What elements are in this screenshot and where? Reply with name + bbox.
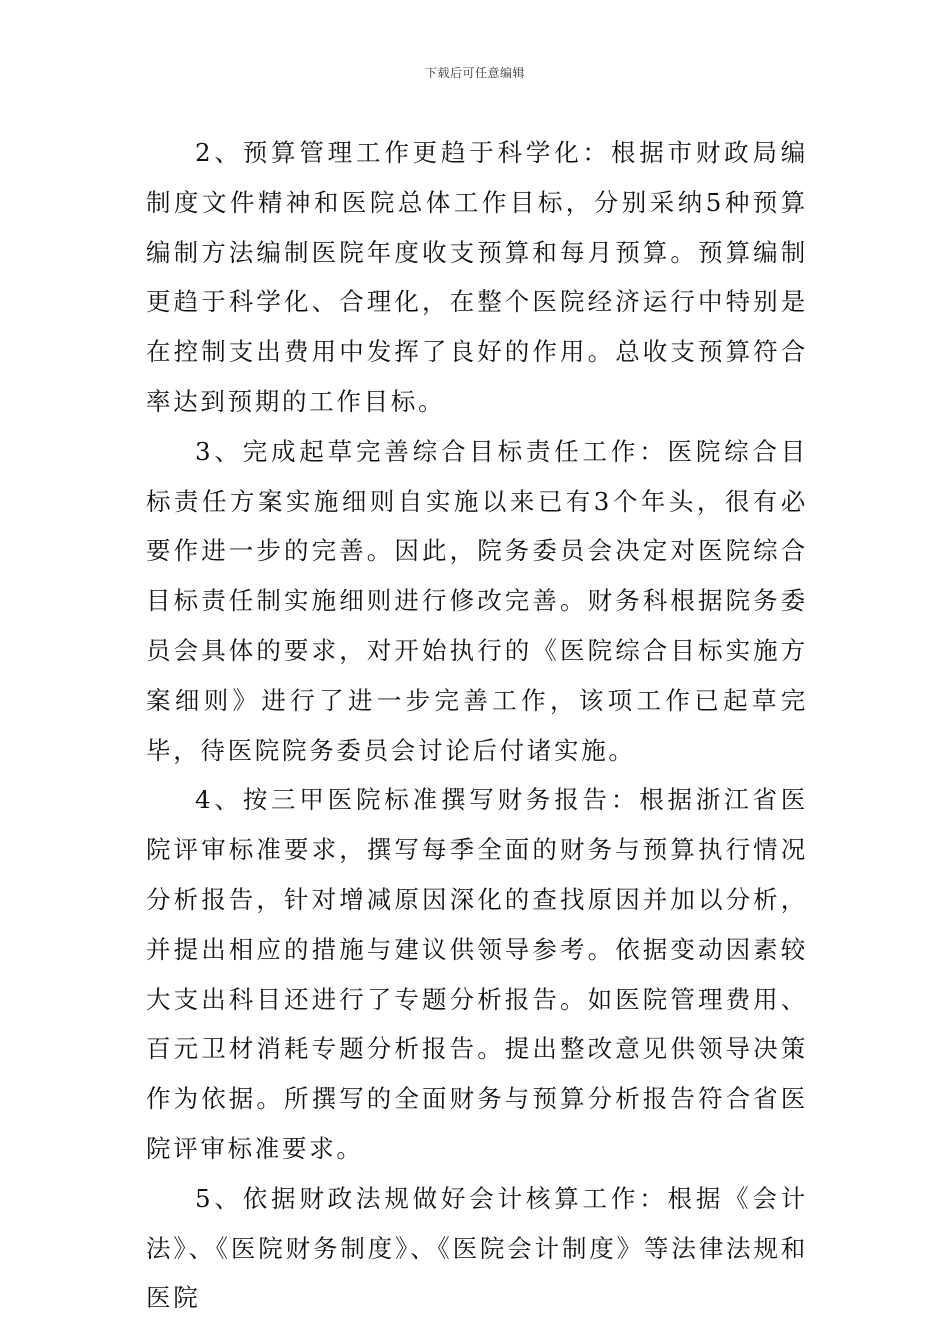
paragraph-budget-management: 2、预算管理工作更趋于科学化：根据市财政局编制度文件精神和医院总体工作目标，分别采纳5种预算编制方法编制医院年度收支预算和每月预算。预算编制更趋于科学化、合理化，在整个医院经济运行中特别是在控制支出费用中发挥了良好的作用。总收支预算符合率达到预期的工作目标。 <box>146 138 808 416</box>
page-header-note: 下载后可任意编辑 <box>424 66 525 80</box>
paragraph-financial-report: 4、按三甲医院标准撰写财务报告：根据浙江省医院评审标准要求，撰写每季全面的财务与预算执行情况分析报告，针对增减原因深化的查找原因并加以分析，并提出相应的措施与建议供领导参考。依据变动因素较大支出科目还进行了专题分析报告。如医院管理费用、百元卫材消耗专题分析报告。提出整改意见供领导决策作为依据。所撰写的全面财务与预算分析报告符合省医院评审标准要求。 <box>146 785 808 1163</box>
paragraph-target-responsibility: 3、完成起草完善综合目标责任工作：医院综合目标责任方案实施细则自实施以来已有3个年头，很有必要作进一步的完善。因此，院务委员会决定对医院综合目标责任制实施细则进行修改完善。财务科根据院务委员会具体的要求，对开始执行的《医院综合目标实施方案细则》进行了进一步完善工作，该项工作已起草完毕，待医院院务委员会讨论后付诸实施。 <box>146 436 808 765</box>
paragraph-accounting-work: 5、依据财政法规做好会计核算工作：根据《会计法》、《医院财务制度》、《医院会计制度》等法律法规和医院 <box>146 1183 808 1313</box>
document-body <box>146 128 808 1323</box>
